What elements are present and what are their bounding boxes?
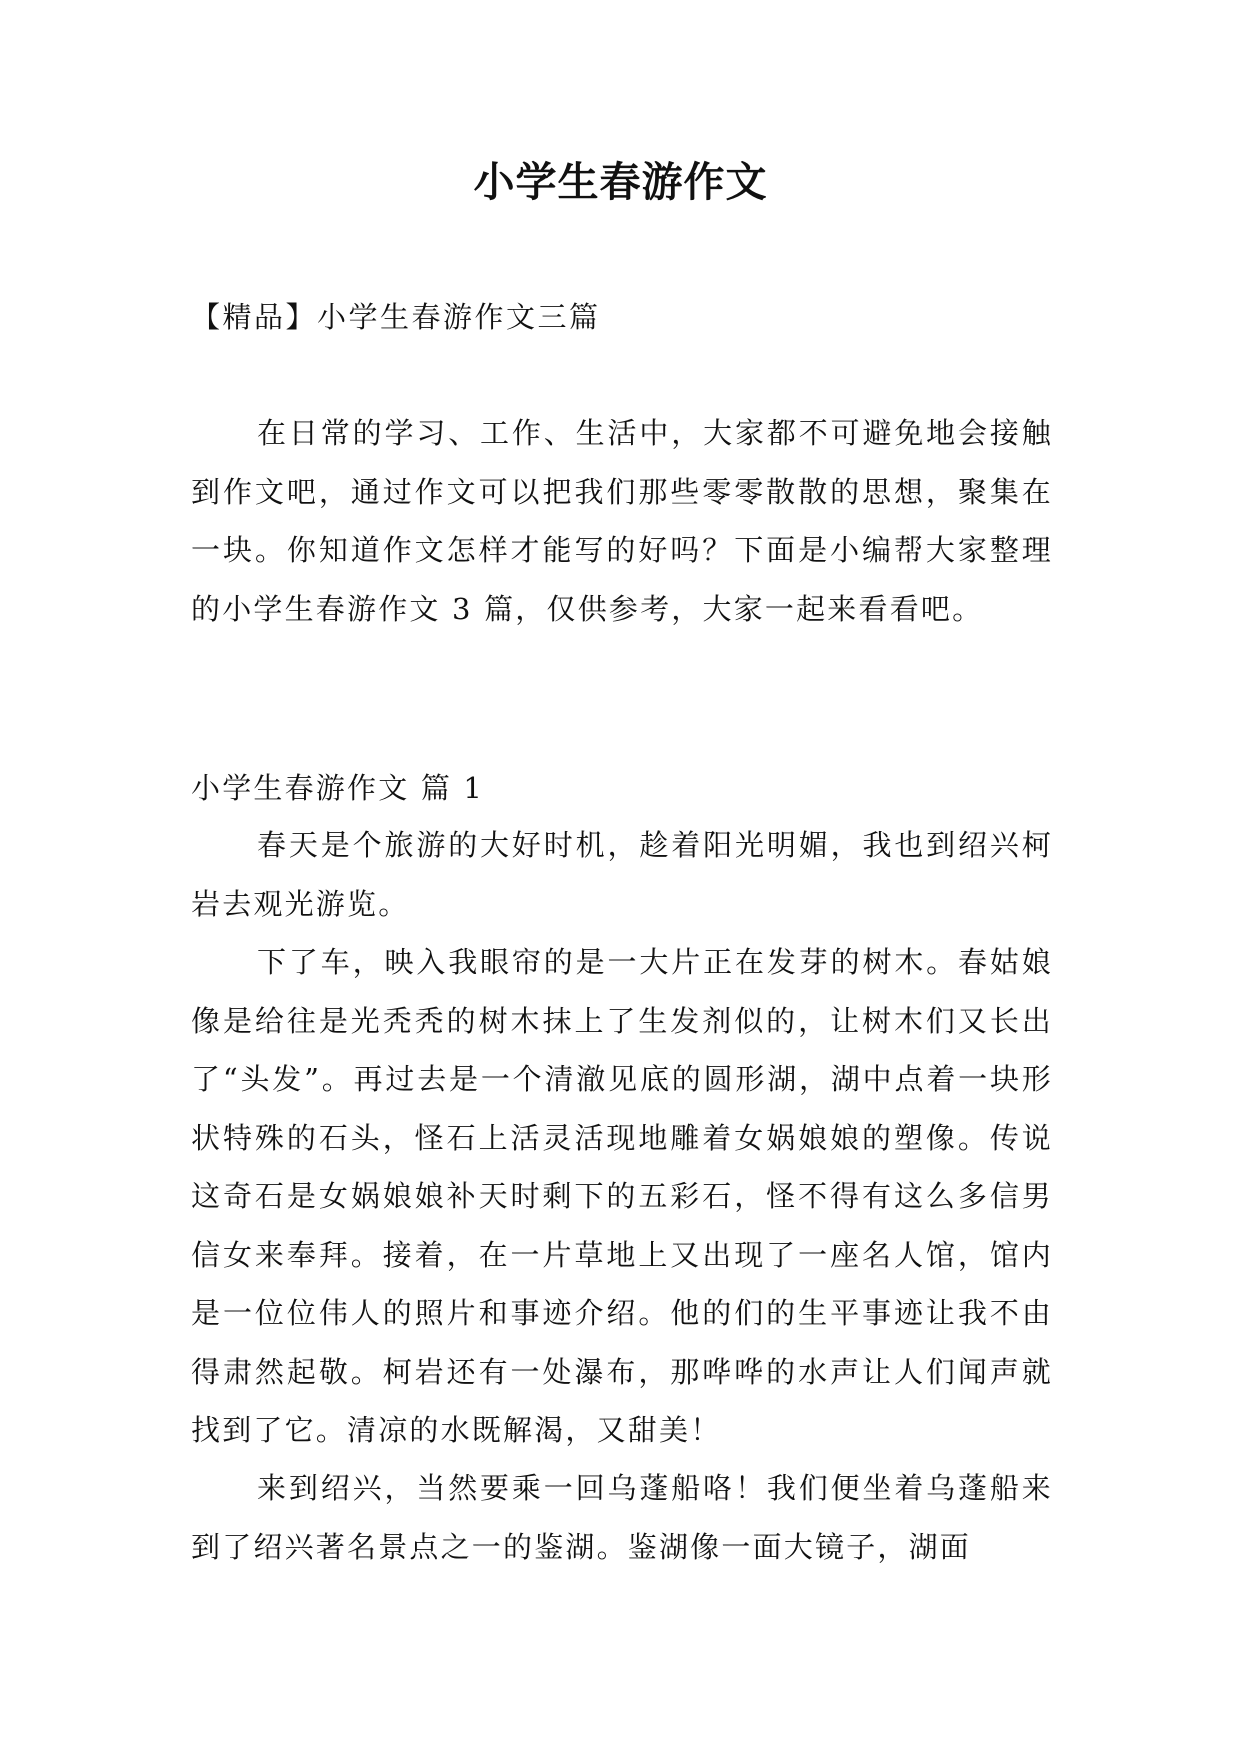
document-title: 小学生春游作文 bbox=[473, 158, 768, 206]
intro-paragraph: 在日常的学习、工作、生活中，大家都不可避免地会接触到作文吧，通过作文可以把我们那些零零散散的思想，聚集在一块。你知道作文怎样才能写的好吗？下面是小编帮大家整理的小学生春游作文 3 篇，仅供参考，大家一起来看看吧。 bbox=[191, 416, 1053, 626]
document-subtitle: 【精品】小学生春游作文三篇 bbox=[191, 300, 601, 334]
body-paragraph: 春天是个旅游的大好时机，趁着阳光明媚，我也到绍兴柯岩去观光游览。 bbox=[191, 828, 1053, 921]
section-heading: 小学生春游作文 篇 1 bbox=[191, 771, 485, 805]
body-paragraph: 来到绍兴，当然要乘一回乌蓬船咯！我们便坐着乌蓬船来到了绍兴著名景点之一的鉴湖。鉴湖像一面大镜子，湖面 bbox=[191, 1471, 1053, 1564]
body-paragraph: 下了车，映入我眼帘的是一大片正在发芽的树木。春姑娘像是给往是光秃秃的树木抹上了生发剂似的，让树木们又长出了“头发”。再过去是一个清澈见底的圆形湖，湖中点着一块形状特殊的石头，怪石上活灵活现地雕着女娲娘娘的塑像。传说这奇石是女娲娘娘补天时剩下的五彩石，怪不得有这么多信男信女来奉拜。接着，在一片草地上又出现了一座名人馆，馆内是一位位伟人的照片和事迹介绍。他的们的生平事迹让我不由得肃然起敬。柯岩还有一处瀑布，那哗哗的水声让人们闻声就找到了它。清凉的水既解渴，又甜美！ bbox=[191, 945, 1053, 1447]
